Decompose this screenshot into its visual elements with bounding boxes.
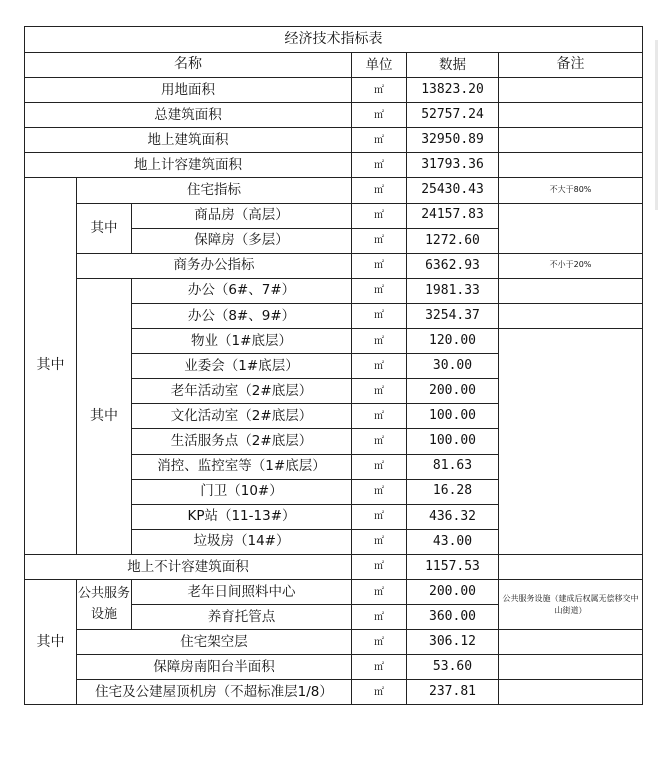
row-unit: ㎡ [352, 479, 407, 504]
table-row [25, 103, 643, 128]
row-value: 6362.93 [407, 253, 499, 278]
row-value: 31793.36 [407, 153, 499, 178]
row-value: 360.00 [407, 605, 499, 630]
table-row [25, 203, 643, 228]
row-unit: ㎡ [352, 103, 407, 128]
row-label: 养育托管点 [132, 605, 352, 630]
row-value: 43.00 [407, 529, 499, 554]
table-row [25, 579, 643, 604]
row-value: 436.32 [407, 504, 499, 529]
row-label: 商务办公指标 [77, 253, 352, 278]
row-label: 保障房（多层） [132, 228, 352, 253]
row-value: 100.00 [407, 404, 499, 429]
row-value: 306.12 [407, 630, 499, 655]
row-unit: ㎡ [352, 554, 407, 579]
row-note [499, 655, 643, 680]
subgroup-among-label: 其中 [77, 203, 132, 253]
row-label: 总建筑面积 [25, 103, 352, 128]
row-value: 53.60 [407, 655, 499, 680]
table-row [25, 680, 643, 705]
row-unit: ㎡ [352, 178, 407, 203]
row-note [499, 680, 643, 705]
header-value: 数据 [407, 53, 499, 78]
economic-indicators-table [24, 26, 643, 705]
row-unit: ㎡ [352, 354, 407, 379]
row-label: 地上建筑面积 [25, 128, 352, 153]
row-label: 物业（1#底层） [132, 329, 352, 354]
row-unit: ㎡ [352, 404, 407, 429]
row-value: 100.00 [407, 429, 499, 454]
group-among-label: 其中 [25, 579, 77, 704]
row-label: 门卫（10#） [132, 479, 352, 504]
row-value: 13823.20 [407, 78, 499, 103]
row-note [499, 153, 643, 178]
header-note: 备注 [499, 53, 643, 78]
row-value: 1272.60 [407, 228, 499, 253]
row-unit: ㎡ [352, 529, 407, 554]
row-unit: ㎡ [352, 680, 407, 705]
row-value: 16.28 [407, 479, 499, 504]
table-row [25, 178, 643, 203]
row-label: 文化活动室（2#底层） [132, 404, 352, 429]
row-unit: ㎡ [352, 253, 407, 278]
subgroup-among-label: 其中 [77, 278, 132, 554]
row-label: 地上不计容建筑面积 [25, 554, 352, 579]
header-row [25, 53, 643, 78]
row-unit: ㎡ [352, 630, 407, 655]
row-value: 237.81 [407, 680, 499, 705]
row-value: 3254.37 [407, 303, 499, 328]
row-label: 消控、监控室等（1#底层） [132, 454, 352, 479]
row-label: 商品房（高层） [132, 203, 352, 228]
row-label: 生活服务点（2#底层） [132, 429, 352, 454]
row-unit: ㎡ [352, 303, 407, 328]
row-unit: ㎡ [352, 153, 407, 178]
row-label: 办公（8#、9#） [132, 303, 352, 328]
row-label: KP站（11-13#） [132, 504, 352, 529]
title-row [25, 27, 643, 53]
row-value: 200.00 [407, 579, 499, 604]
row-value: 1157.53 [407, 554, 499, 579]
table-row [25, 253, 643, 278]
table-row [25, 153, 643, 178]
row-label: 业委会（1#底层） [132, 354, 352, 379]
row-label: 老年日间照料中心 [132, 579, 352, 604]
row-unit: ㎡ [352, 128, 407, 153]
table-row [25, 278, 643, 303]
row-note [499, 329, 643, 555]
header-unit: 单位 [352, 53, 407, 78]
row-value: 32950.89 [407, 128, 499, 153]
row-note: 不大于80% [499, 178, 643, 203]
row-unit: ㎡ [352, 278, 407, 303]
public-facilities-label: 公共服务设施 [77, 579, 132, 629]
group-among-label: 其中 [25, 178, 77, 554]
row-note [499, 554, 643, 579]
row-value: 1981.33 [407, 278, 499, 303]
scan-edge [655, 40, 658, 210]
row-value: 120.00 [407, 329, 499, 354]
row-unit: ㎡ [352, 379, 407, 404]
table-row [25, 128, 643, 153]
row-note [499, 78, 643, 103]
row-value: 24157.83 [407, 203, 499, 228]
row-label: 老年活动室（2#底层） [132, 379, 352, 404]
row-unit: ㎡ [352, 78, 407, 103]
row-label: 办公（6#、7#） [132, 278, 352, 303]
row-label: 住宅架空层 [77, 630, 352, 655]
row-unit: ㎡ [352, 228, 407, 253]
row-label: 地上计容建筑面积 [25, 153, 352, 178]
row-note [499, 303, 643, 328]
row-value: 25430.43 [407, 178, 499, 203]
row-value: 52757.24 [407, 103, 499, 128]
row-unit: ㎡ [352, 429, 407, 454]
row-value: 30.00 [407, 354, 499, 379]
row-unit: ㎡ [352, 203, 407, 228]
row-value: 200.00 [407, 379, 499, 404]
row-label: 保障房南阳台半面积 [77, 655, 352, 680]
table-row [25, 630, 643, 655]
row-label: 住宅及公建屋顶机房（不超标准层1/8） [77, 680, 352, 705]
table-row [25, 554, 643, 579]
row-label: 垃圾房（14#） [132, 529, 352, 554]
row-note: 不小于20% [499, 253, 643, 278]
row-label: 住宅指标 [77, 178, 352, 203]
table-row [25, 78, 643, 103]
row-note [499, 203, 643, 253]
row-note [499, 630, 643, 655]
row-unit: ㎡ [352, 579, 407, 604]
row-note [499, 103, 643, 128]
row-unit: ㎡ [352, 504, 407, 529]
row-note [499, 128, 643, 153]
row-value: 81.63 [407, 454, 499, 479]
economic-indicators-sheet [24, 26, 642, 705]
row-unit: ㎡ [352, 329, 407, 354]
row-label: 用地面积 [25, 78, 352, 103]
table-row [25, 655, 643, 680]
row-unit: ㎡ [352, 454, 407, 479]
table-title: 经济技术指标表 [25, 27, 643, 53]
public-facilities-note: 公共服务设施（建成后权属无偿移交中山街道） [499, 579, 643, 629]
row-unit: ㎡ [352, 655, 407, 680]
header-name: 名称 [25, 53, 352, 78]
row-unit: ㎡ [352, 605, 407, 630]
row-note [499, 278, 643, 303]
